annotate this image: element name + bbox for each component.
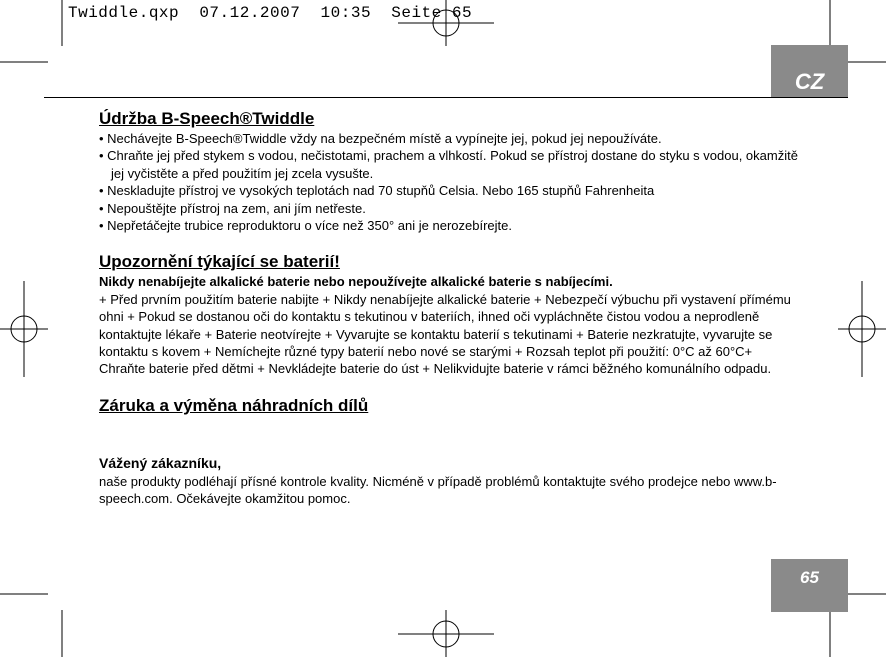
language-tab: CZ: [771, 45, 848, 98]
list-item: • Nepouštějte přístroj na zem, ani jím netřeste.: [99, 200, 799, 217]
battery-section: [99, 251, 799, 377]
list-item: • Neskladujte přístroj ve vysokých teplotách nad 70 stupňů Celsia. Nebo 165 stupňů Fahrenheita: [99, 182, 799, 199]
list-item: • Nechávejte B-Speech®Twiddle vždy na bezpečném místě a vypínejte jej, pokud jej nepoužíváte.: [99, 130, 799, 147]
warranty-body: naše produkty podléhají přísné kontrole kvality. Nicméně v případě problémů kontaktujte svého prodejce nebo www.b-speech.com. Očekávejte okamžitou pomoc.: [99, 473, 777, 507]
print-slug: Twiddle.qxp 07.12.2007 10:35 Seite 65: [68, 4, 473, 22]
page-number: 65: [771, 559, 848, 612]
maintenance-section: [99, 108, 799, 234]
registration-mark-left: [0, 281, 48, 377]
list-item: • Nepřetáčejte trubice reproduktoru o více než 350° ani je nerozebírejte.: [99, 217, 799, 234]
warranty-title: Záruka a výměna náhradních dílů: [99, 395, 369, 415]
header-rule: [44, 97, 848, 98]
battery-warning: Nikdy nenabíjejte alkalické baterie nebo nepoužívejte alkalické baterie s nabíjecími.: [99, 274, 613, 290]
warranty-greeting: Vážený zákazníku,: [99, 454, 222, 471]
battery-title: Upozornění týkající se baterií!: [99, 252, 340, 272]
registration-mark-right: [838, 281, 886, 377]
registration-mark-bottom: [398, 610, 494, 657]
page-content: [99, 108, 799, 508]
list-item: • Chraňte jej před stykem s vodou, nečistotami, prachem a vlhkostí. Pokud se přístroj dostane do styku s vodou, okamžitě jej vyčistěte a před použitím jej zcela vysušte.: [99, 147, 799, 182]
maintenance-title: Údržba B-Speech®Twiddle: [99, 109, 315, 128]
maintenance-list: [99, 130, 799, 234]
warranty-section: [99, 395, 799, 508]
battery-body: + Před prvním použitím baterie nabijte + Nikdy nenabíjejte alkalické baterie + Nebezpečí výbuchu při vystavení přímému ohni + Pokud se dostanou oči do kontaktu s tekutinou v bateriích, ihned oči vypláchněte čistou vodou a neprodleně kontaktujte lékaře + Baterie neotvírejte + Vyvarujte se kontaktu baterií s tekutinami + Baterie nezkratujte, vyvarujte se kontaktu s kovem + Nemíchejte různé typy baterií nebo nové se starými + Rozsah teplot při použití: 0°C až 60°C+ Chraňte baterie před dětmi + Nevkládejte baterie do úst + Nelikvidujte baterie v rámci běžného komunálního odpadu.: [99, 291, 791, 377]
